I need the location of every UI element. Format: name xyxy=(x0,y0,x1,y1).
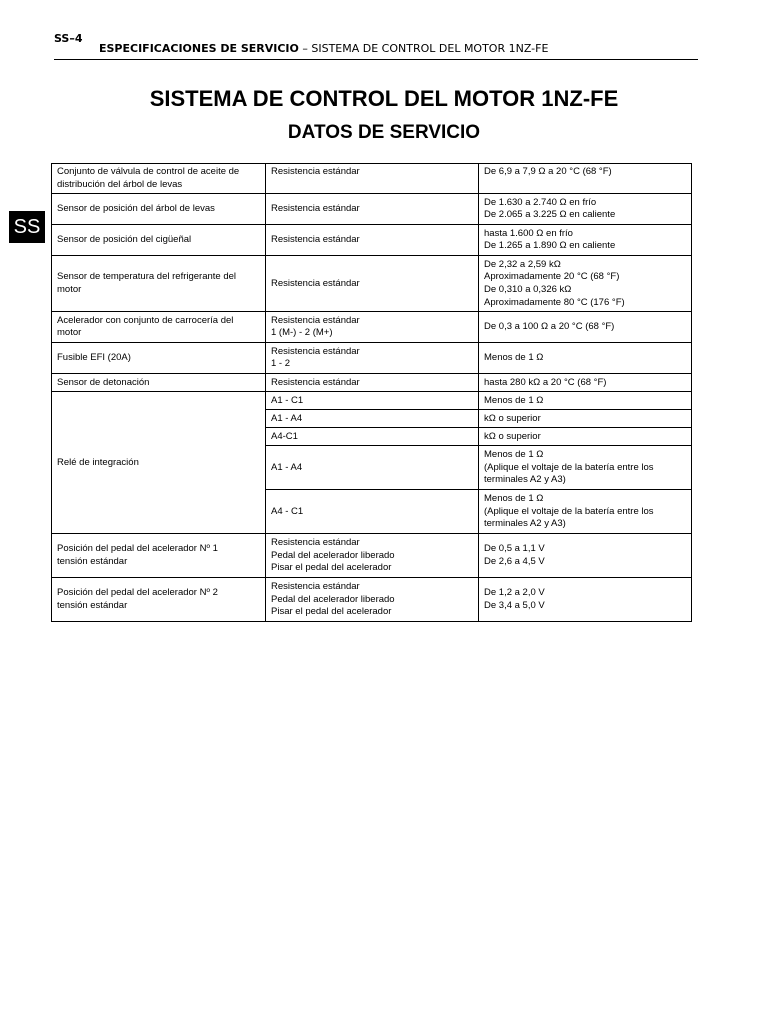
page-subtitle: DATOS DE SERVICIO xyxy=(287,122,481,143)
page-title: SISTEMA DE CONTROL DEL MOTOR 1NZ-FE xyxy=(149,86,619,111)
table-row xyxy=(52,194,692,225)
table-cell-condition: A4-C1 xyxy=(266,428,479,446)
table-cell-item: Acelerador con conjunto de carrocería del motor xyxy=(52,312,266,343)
service-data-table xyxy=(51,163,692,622)
table-cell-condition: Resistencia estándar xyxy=(266,374,479,392)
table-row xyxy=(52,534,692,578)
table-cell-value: De 6,9 a 7,9 Ω a 20 °C (68 °F) xyxy=(479,164,692,194)
table-cell-item: Conjunto de válvula de control de aceite de distribución del árbol de levas xyxy=(52,164,266,194)
table-cell-condition: Resistencia estándar Pedal del acelerador liberado Pisar el pedal del acelerador xyxy=(266,534,479,578)
section-tab: SS xyxy=(9,211,45,243)
table-row xyxy=(52,164,692,194)
table-cell-value: Menos de 1 Ω (Aplique el voltaje de la batería entre los terminales A2 y A3) xyxy=(479,446,692,490)
table-cell-condition: Resistencia estándar xyxy=(266,256,479,312)
table-cell-item: Sensor de posición del cigüeñal xyxy=(52,225,266,256)
table-cell-item: Relé de integración xyxy=(52,392,266,534)
table-cell-value: De 1.630 a 2.740 Ω en frío De 2.065 a 3.225 Ω en caliente xyxy=(479,194,692,225)
table-row xyxy=(52,225,692,256)
table-cell-value: hasta 280 kΩ a 20 °C (68 °F) xyxy=(479,374,692,392)
table-cell-condition: Resistencia estándar 1 - 2 xyxy=(266,343,479,374)
table-cell-value: hasta 1.600 Ω en frío De 1.265 a 1.890 Ω en caliente xyxy=(479,225,692,256)
table-cell-value: kΩ o superior xyxy=(479,428,692,446)
running-header xyxy=(99,42,548,55)
table-row xyxy=(52,374,692,392)
table-cell-value: De 1,2 a 2,0 V De 3,4 a 5,0 V xyxy=(479,578,692,622)
header-section: ESPECIFICACIONES DE SERVICIO xyxy=(99,42,299,55)
table-row xyxy=(52,343,692,374)
table-cell-condition: Resistencia estándar xyxy=(266,194,479,225)
table-cell-value: Menos de 1 Ω (Aplique el voltaje de la batería entre los terminales A2 y A3) xyxy=(479,490,692,534)
table-cell-condition: Resistencia estándar 1 (M-) - 2 (M+) xyxy=(266,312,479,343)
table-row xyxy=(52,578,692,622)
table-cell-value: Menos de 1 Ω xyxy=(479,392,692,410)
header-divider xyxy=(54,59,698,60)
table-row xyxy=(52,256,692,312)
table-cell-value: Menos de 1 Ω xyxy=(479,343,692,374)
table-cell-condition: A1 - A4 xyxy=(266,446,479,490)
header-separator: – xyxy=(302,42,308,55)
table-cell-value: kΩ o superior xyxy=(479,410,692,428)
page-number: SS–4 xyxy=(54,32,83,45)
table-cell-condition: A4 - C1 xyxy=(266,490,479,534)
table-cell-condition: A1 - A4 xyxy=(266,410,479,428)
table-cell-value: De 0,3 a 100 Ω a 20 °C (68 °F) xyxy=(479,312,692,343)
table-cell-item: Sensor de temperatura del refrigerante del motor xyxy=(52,256,266,312)
table-cell-item: Posición del pedal del acelerador Nº 1 tensión estándar xyxy=(52,534,266,578)
table-cell-condition: Resistencia estándar xyxy=(266,164,479,194)
table-row xyxy=(52,312,692,343)
table-cell-item: Posición del pedal del acelerador Nº 2 tensión estándar xyxy=(52,578,266,622)
table-cell-item: Sensor de posición del árbol de levas xyxy=(52,194,266,225)
table-cell-value: De 2,32 a 2,59 kΩ Aproximadamente 20 °C (68 °F) De 0,310 a 0,326 kΩ Aproximadamente 80 °C (176 °F) xyxy=(479,256,692,312)
table-cell-item: Fusible EFI (20A) xyxy=(52,343,266,374)
table-row xyxy=(52,392,692,410)
table-cell-condition: Resistencia estándar Pedal del acelerador liberado Pisar el pedal del acelerador xyxy=(266,578,479,622)
table-cell-condition: A1 - C1 xyxy=(266,392,479,410)
table-cell-condition: Resistencia estándar xyxy=(266,225,479,256)
header-subsection: SISTEMA DE CONTROL DEL MOTOR 1NZ-FE xyxy=(311,42,549,55)
page-header xyxy=(0,0,768,62)
table-cell-value: De 0,5 a 1,1 V De 2,6 a 4,5 V xyxy=(479,534,692,578)
table-cell-item: Sensor de detonación xyxy=(52,374,266,392)
